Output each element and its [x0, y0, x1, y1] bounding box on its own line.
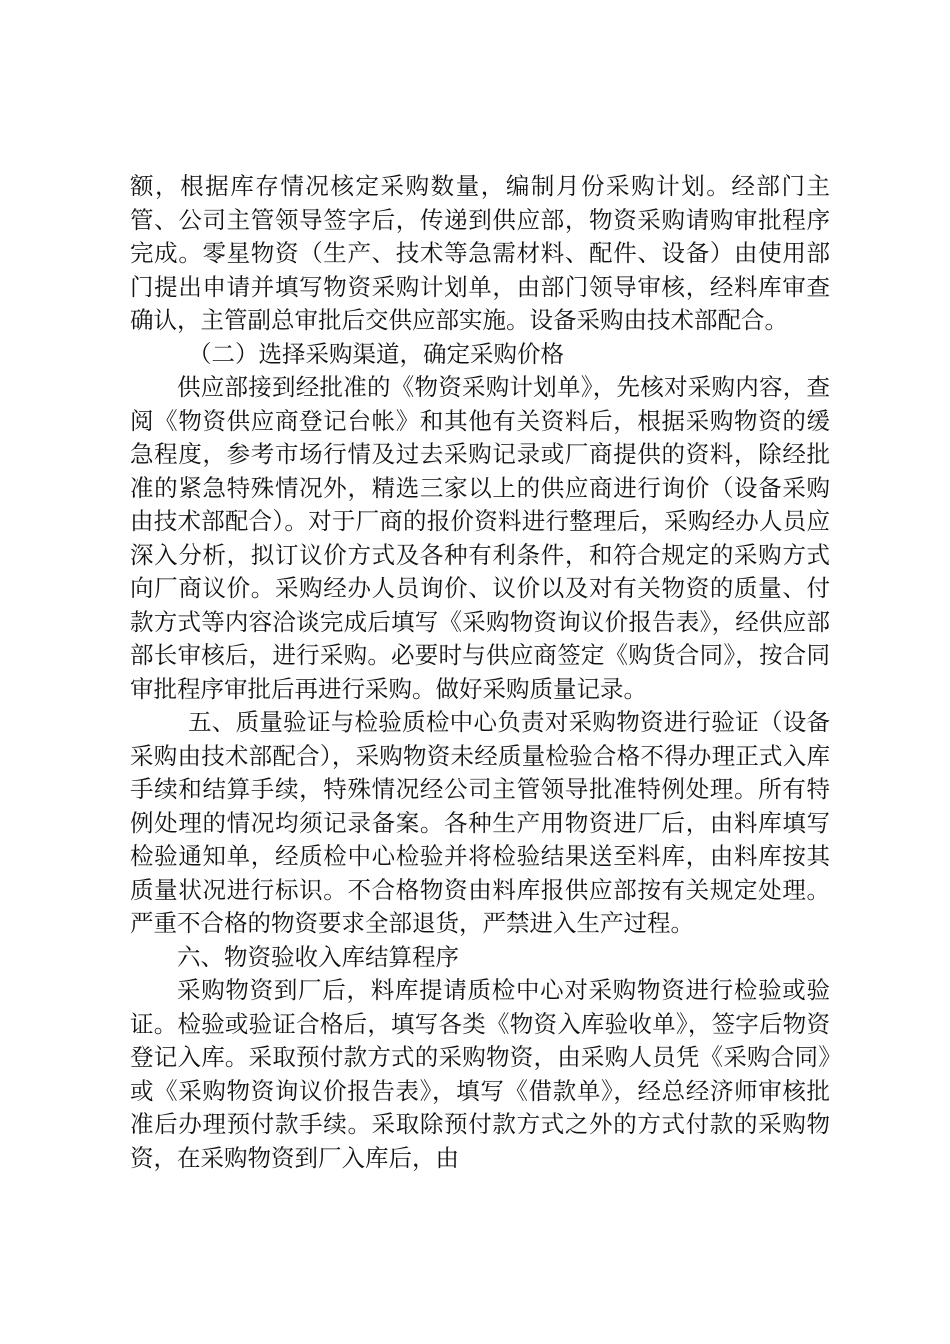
paragraph-quality-verification: 五、质量验证与检验质检中心负责对采购物资进行验证（设备采购由技术部配合），采购物资未经质量检验合格不得办理正式入库手续和结算手续，特殊情况经公司主管领导批准特例处理。所有特例处理的情况均须记录备案。各种生产用物资进厂后，由料库填写检验通知单，经质检中心检验并将检验结果送至料库，由料库按其质量状况进行标识。不合格物资由料库报供应部按有关规定处理。严重不合格的物资要求全部退货，严禁进入生产过程。 — [130, 708, 830, 937]
document-body — [130, 170, 830, 1175]
paragraph-inquiry: 供应部接到经批准的《物资采购计划单》，先核对采购内容，查阅《物资供应商登记台帐》和其他有关资料后，根据采购物资的缓急程度，参考市场行情及过去采购记录或厂商提供的资料，除经批准的紧急特殊情况外，精选三家以上的供应商进行询价（设备采购由技术部配合）。对于厂商的报价资料进行整理后，采购经办人员应深入分析，拟订议价方式及各种有利条件，和符合规定的采购方式向厂商议价。采购经办人员询价、议价以及对有关物资的质量、付款方式等内容洽谈完成后填写《采购物资询议价报告表》，经供应部部长审核后，进行采购。必要时与供应商签定《购货合同》，按合同审批程序审批后再进行采购。做好采购质量记录。 — [130, 373, 830, 703]
paragraph-warehouse-settlement: 采购物资到厂后，料库提请质检中心对采购物资进行检验或验证。检验或验证合格后，填写各类《物资入库验收单》，签字后物资登记入库。采取预付款方式的采购物资，由采购人员凭《采购合同》或《采购物资询议价报告表》，填写《借款单》，经总经济师审核批准后办理预付款手续。采取除预付款方式之外的方式付款的采购物资，在采购物资到厂入库后，由 — [130, 976, 830, 1172]
heading-select-channel: （二）选择采购渠道，确定采购价格 — [188, 339, 564, 368]
paragraph-plan-approval: 额，根据库存情况核定采购数量，编制月份采购计划。经部门主管、公司主管领导签字后，传递到供应部，物资采购请购审批程序完成。零星物资（生产、技术等急需材料、配件、设备）由使用部门提出申请并填写物资采购计划单，由部门领导审核，经料库审查确认，主管副总审批后交供应部实施。设备采购由技术部配合。 — [130, 172, 830, 334]
heading-warehouse-settlement: 六、物资验收入库结算程序 — [177, 942, 459, 971]
